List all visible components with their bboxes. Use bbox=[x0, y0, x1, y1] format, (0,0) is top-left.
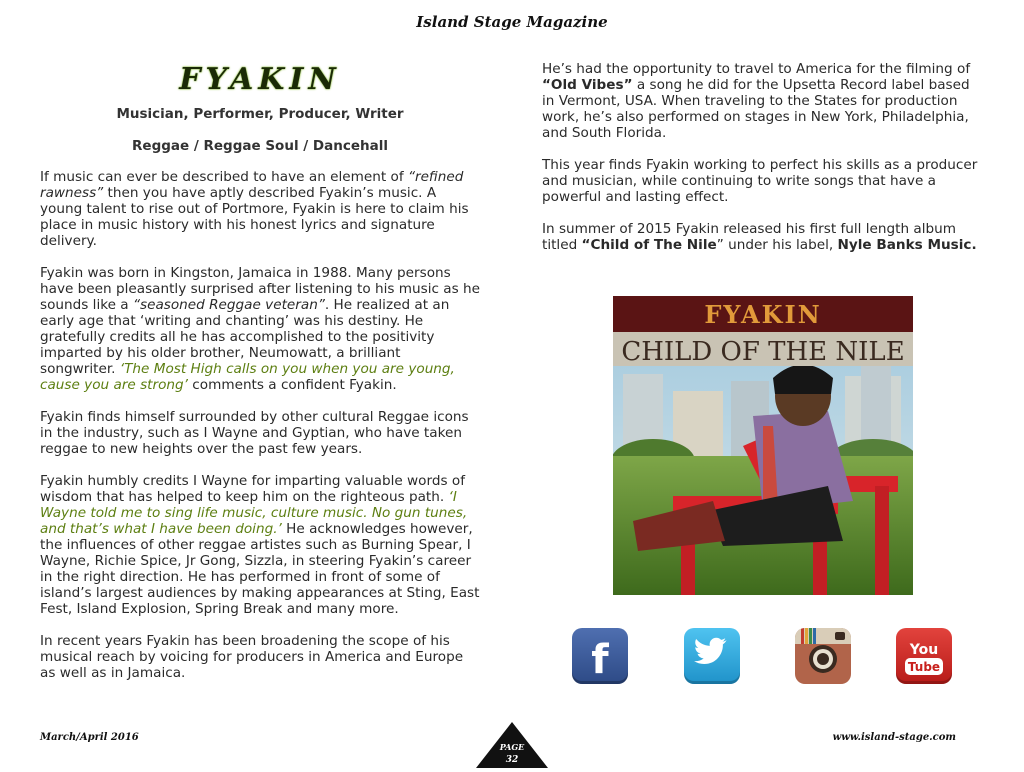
facebook-icon[interactable] bbox=[572, 628, 628, 684]
page-number: 32 bbox=[505, 755, 519, 765]
quote-i-wayne: ‘I Wayne told me to sing life music, culture music. No gun tunes, and that’s what I have been doing.’ bbox=[40, 489, 468, 537]
paragraph-recent-years: In recent years Fyakin has been broadening the scope of his musical reach by voicing for producers in America and Europe as well as in Jamaica. bbox=[40, 633, 464, 681]
page-number-badge bbox=[476, 722, 548, 768]
website-link[interactable]: www.island-stage.com bbox=[832, 732, 956, 743]
instagram-icon[interactable] bbox=[795, 628, 851, 684]
youtube-icon[interactable] bbox=[896, 628, 952, 684]
paragraph-i-wayne: Fyakin humbly credits I Wayne for imparting valuable words of wisdom that has helped to keep him on the righteous path. ‘I Wayne told me to sing life music, culture music. No gun tunes, and that’s what I have been doing.’ He acknowledges however, the influences of other reggae artistes such as Burning Spear, I Wayne, Richie Spice, Jr Gong, Sizzla, in steering Fyakin’s career in the right direction. He has performed in front of some of island’s largest audiences by making appearances at Sting, East Fest, Island Explosion, Spring Break and many more. bbox=[40, 473, 480, 617]
paragraph-america: He’s had the opportunity to travel to America for the filming of “Old Vibes” a song he did for the Upsetta Record label based in Vermont, USA. When traveling to the States for production work, he’s also performed on stages in New York, Philadelphia, and South Florida. bbox=[542, 61, 971, 141]
artist-roles: Musician, Performer, Producer, Writer bbox=[116, 106, 404, 122]
right-column bbox=[542, 61, 982, 269]
twitter-icon[interactable] bbox=[684, 628, 740, 684]
album-cover-image bbox=[613, 296, 913, 595]
left-column bbox=[40, 62, 480, 697]
album-title-text: CHILD OF THE NILE bbox=[621, 337, 905, 367]
quote-most-high: ‘The Most High calls on you when you are young, cause you are strong’ bbox=[40, 361, 455, 393]
paragraph-this-year: This year finds Fyakin working to perfect his skills as a producer and musician, while continuing to write songs that have a powerful and lasting effect. bbox=[542, 157, 978, 205]
paragraph-album-release: In summer of 2015 Fyakin released his first full length album titled “Child of The Nile” under his label, Nyle Banks Music. bbox=[542, 221, 977, 253]
page-label: PAGE bbox=[499, 742, 525, 752]
artist-genres: Reggae / Reggae Soul / Dancehall bbox=[132, 138, 388, 154]
issue-date: March/April 2016 bbox=[40, 732, 139, 743]
svg-text:f: f bbox=[591, 637, 609, 683]
svg-text:You: You bbox=[909, 642, 939, 658]
magazine-title: Island Stage Magazine bbox=[416, 13, 608, 31]
paragraph-icons: Fyakin finds himself surrounded by other cultural Reggae icons in the industry, such as I Wayne and Gyptian, who have taken reggae to new heights over the past few years. bbox=[40, 409, 469, 457]
paragraph-birth: Fyakin was born in Kingston, Jamaica in 1988. Many persons have been pleasantly surprised after listening to his music as he sounds like a “seasoned Reggae veteran”. He realized at an early age that ‘writing and chanting’ was his destiny. He gratefully credits all he has accomplished to the positivity imparted by his older brother, Neumowatt, a brilliant songwriter. ‘The Most High calls on you when you are young, cause you are strong’ comments a confident Fyakin. bbox=[40, 265, 480, 393]
album-artist-text: FYAKIN bbox=[704, 300, 822, 329]
paragraph-intro: If music can ever be described to have an element of “refined rawness” then you have aptly described Fyakin’s music. A young talent to rise out of Portmore, Fyakin is here to claim his place in music history with his honest lyrics and signature delivery. bbox=[40, 169, 469, 249]
svg-text:Tube: Tube bbox=[907, 660, 941, 674]
artist-name-heading: FYAKIN bbox=[179, 62, 341, 97]
